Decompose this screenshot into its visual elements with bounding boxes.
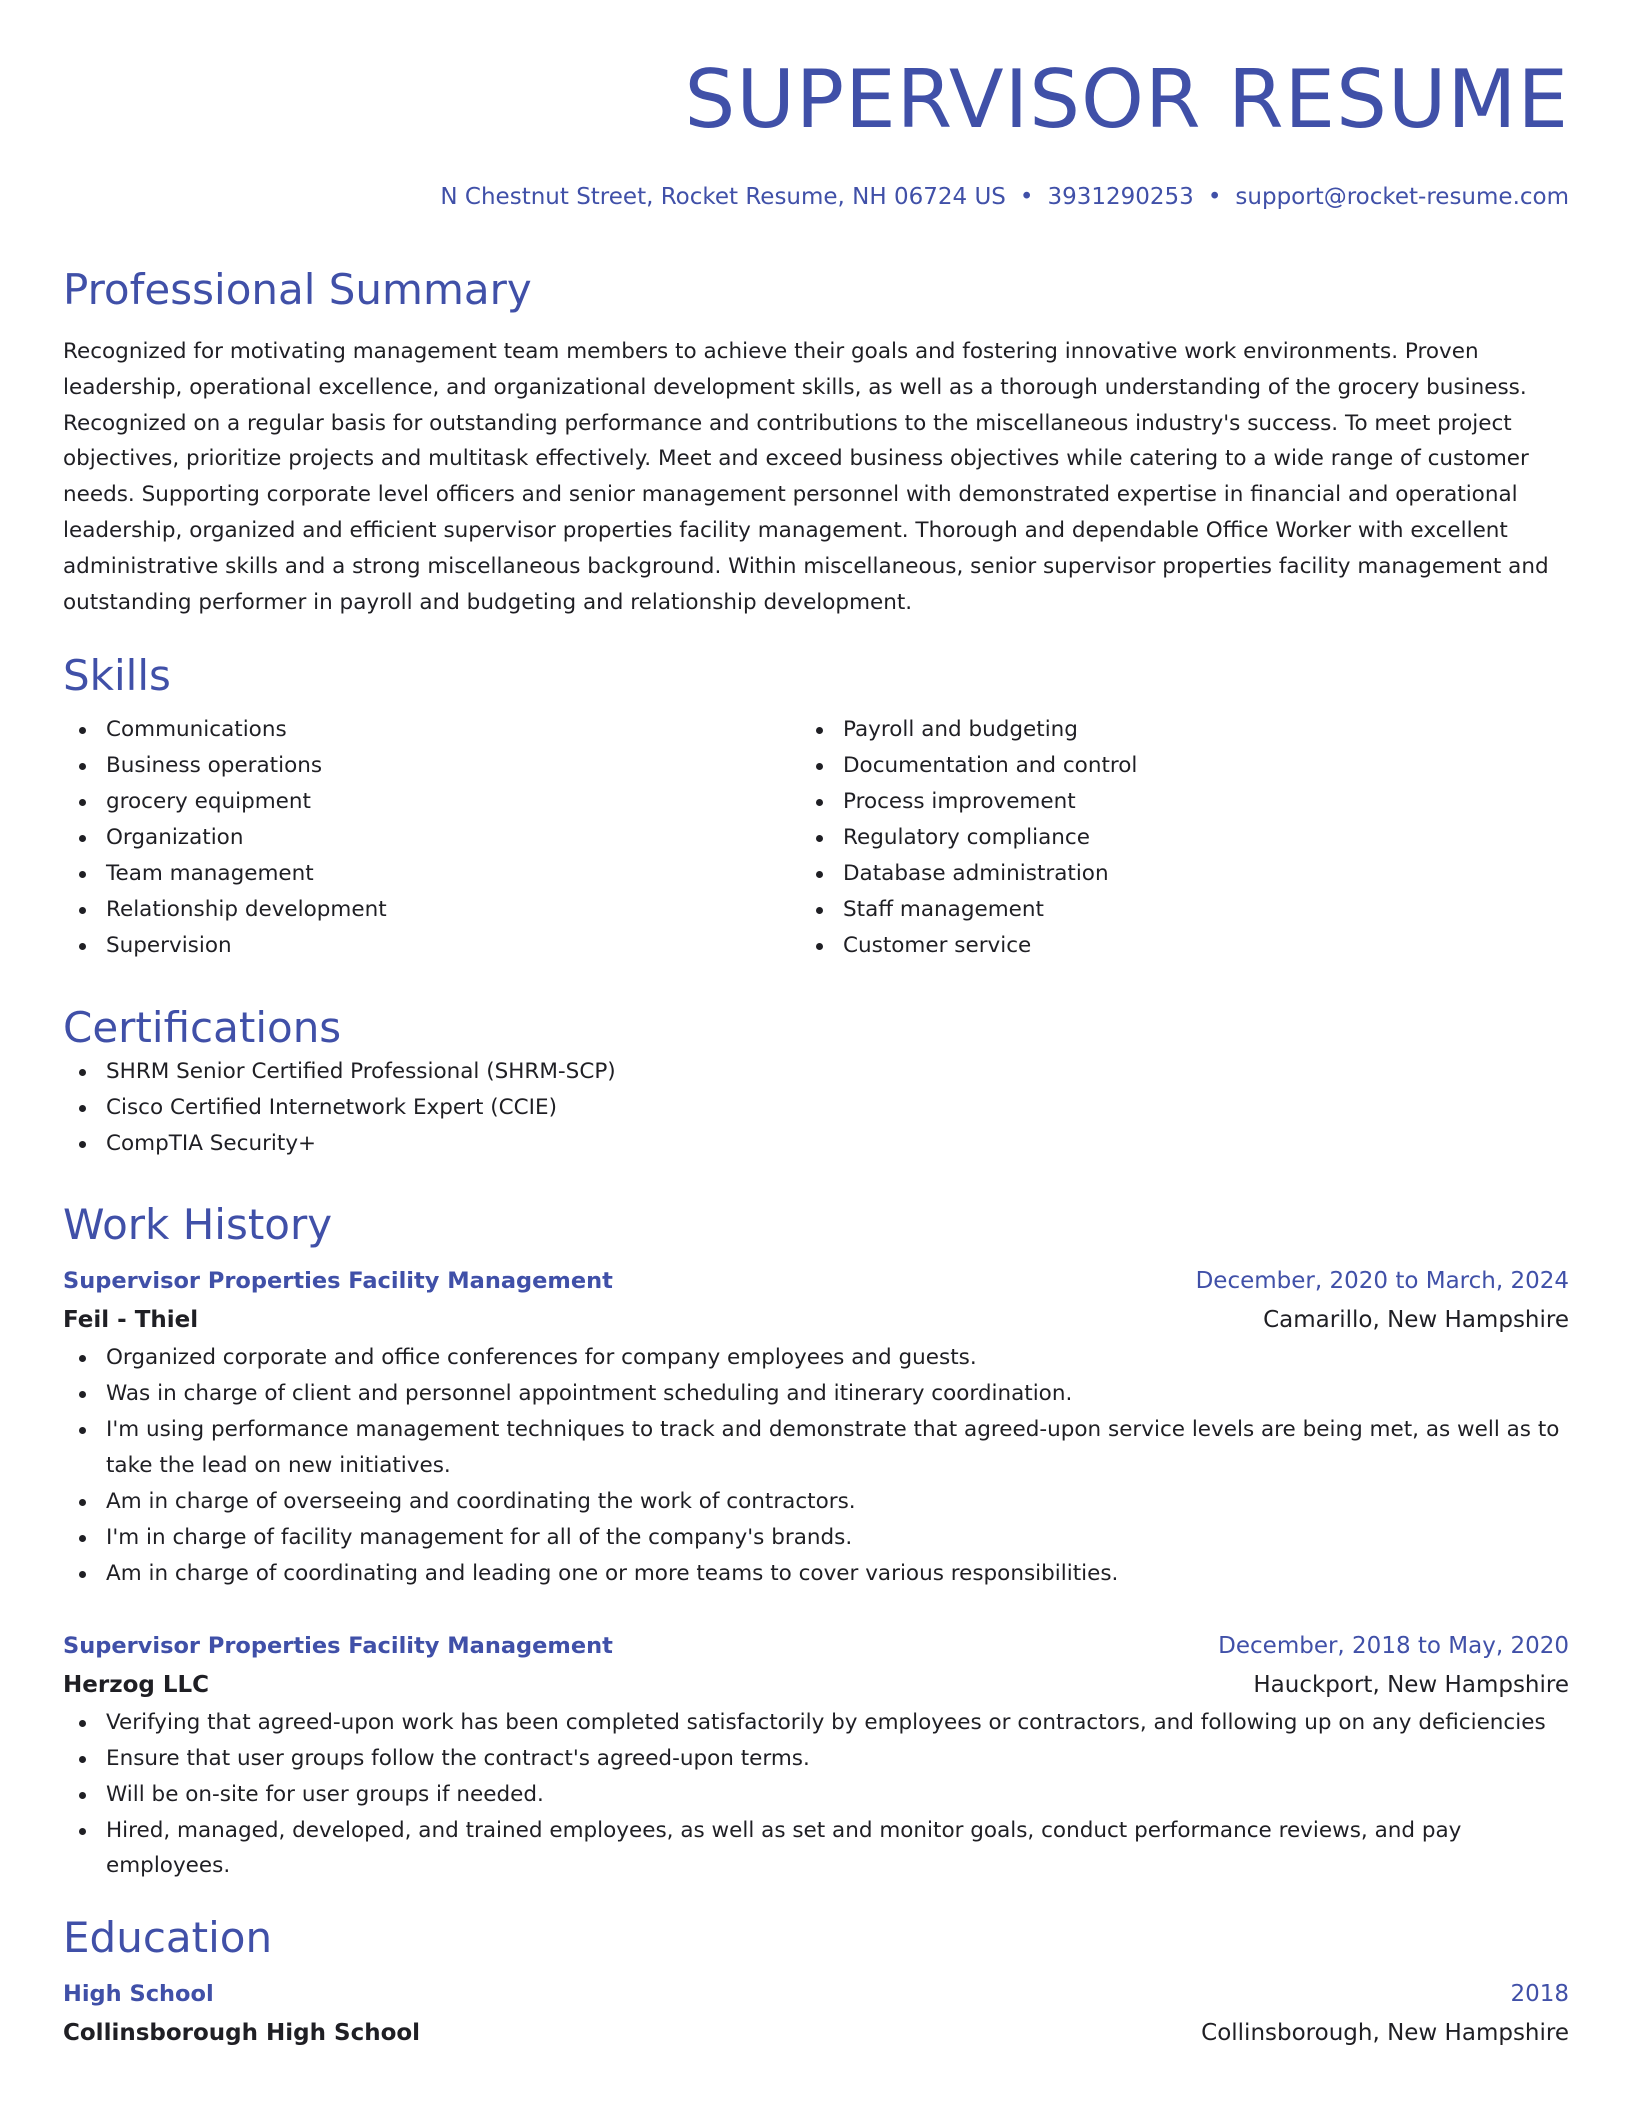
- certification-item: [63, 1054, 1569, 1090]
- job-dates: December, 2018 to May, 2020: [1218, 1632, 1569, 1659]
- bullet-dot-icon: [79, 763, 86, 770]
- job-entry: [63, 1630, 1569, 1885]
- section-title-education: Education: [63, 1913, 273, 1963]
- skill-item-text: Organization: [106, 825, 244, 851]
- skill-item-text: Process improvement: [843, 789, 1076, 815]
- skill-item: [63, 820, 800, 856]
- skill-item: [63, 856, 800, 892]
- job-bullet: [63, 1376, 1569, 1412]
- section-title-work-history: Work History: [63, 1200, 333, 1250]
- job-bullet-text: I'm in charge of facility management for all of the company's brands.: [106, 1524, 853, 1550]
- job-bullet-text: Ensure that user groups follow the contract's agreed-upon terms.: [106, 1745, 810, 1771]
- skill-item-text: Regulatory compliance: [843, 825, 1090, 851]
- bullet-dot-icon: [816, 835, 823, 842]
- job-bullets: [63, 1340, 1569, 1591]
- bullet-dot-icon: [79, 1391, 86, 1398]
- bullet-dot-icon: [79, 1756, 86, 1763]
- contact-line: [63, 182, 1569, 212]
- job-title: Supervisor Properties Facility Management: [63, 1632, 613, 1659]
- bullet-dot-icon: [79, 943, 86, 950]
- job-bullet-text: Was in charge of client and personnel appointment scheduling and itinerary coordination.: [106, 1381, 1073, 1407]
- job-bullet: [63, 1340, 1569, 1376]
- skill-item-text: Business operations: [106, 753, 323, 779]
- education-year: 2018: [1510, 1981, 1569, 2008]
- certifications-section: [63, 1002, 1569, 1162]
- skill-item: [800, 712, 1569, 748]
- skill-item: [63, 928, 800, 964]
- job-bullet-text: Verifying that agreed-upon work has been completed satisfactorily by employees or contractors, and following up on any deficiencies: [106, 1709, 1546, 1735]
- skill-item: [63, 784, 800, 820]
- bullet-dot-icon: [79, 835, 86, 842]
- job-location: Hauckport, New Hampshire: [1253, 1671, 1569, 1698]
- skill-item-text: Supervision: [106, 932, 232, 958]
- bullet-dot-icon: [79, 1105, 86, 1112]
- skill-item-text: Payroll and budgeting: [843, 717, 1078, 743]
- certification-item-text: SHRM Senior Certified Professional (SHRM-SCP): [106, 1058, 616, 1084]
- skill-item: [800, 820, 1569, 856]
- education-location: Collinsborough, New Hampshire: [1201, 2020, 1569, 2047]
- bullet-dot-icon: [79, 1720, 86, 1727]
- work-history-section: [63, 1199, 1569, 1884]
- job-location: Camarillo, New Hampshire: [1263, 1307, 1569, 1334]
- education-degree: High School: [63, 1981, 214, 2008]
- job-dates: December, 2020 to March, 2024: [1195, 1268, 1569, 1295]
- job-bullet: [63, 1556, 1569, 1592]
- job-bullet-text: Am in charge of coordinating and leading one or more teams to cover various responsibilities.: [106, 1560, 1119, 1586]
- section-title-certifications: Certifications: [63, 1002, 342, 1052]
- certification-item-text: CompTIA Security+: [106, 1130, 317, 1156]
- jobs-list: [63, 1265, 1569, 1884]
- job-bullet: [63, 1705, 1569, 1741]
- bullet-dot-icon: [79, 727, 86, 734]
- bullet-dot-icon: [79, 1571, 86, 1578]
- skill-item: [800, 784, 1569, 820]
- bullet-dot-icon: [816, 727, 823, 734]
- bullet-dot-icon: [79, 1828, 86, 1835]
- skill-item: [63, 748, 800, 784]
- bullet-dot-icon: [79, 871, 86, 878]
- bullet-dot-icon: [79, 1069, 86, 1076]
- job-bullet-text: Am in charge of overseeing and coordinating the work of contractors.: [106, 1489, 856, 1515]
- job-bullet: [63, 1484, 1569, 1520]
- certification-item-text: Cisco Certified Internetwork Expert (CCIE): [106, 1094, 557, 1120]
- bullet-dot-icon: [816, 763, 823, 770]
- bullet-dot-icon: [79, 1427, 86, 1434]
- bullet-dot-icon: [79, 799, 86, 806]
- bullet-dot-icon: [79, 1499, 86, 1506]
- job-bullet: [63, 1813, 1569, 1885]
- skills-section: [63, 650, 1569, 963]
- job-bullet-text: I'm using performance management techniques to track and demonstrate that agreed-upon service levels are being met, as well as to take the lead on new initiatives.: [106, 1417, 1560, 1479]
- bullet-dot-icon: [816, 871, 823, 878]
- contact-separator: •: [1207, 184, 1222, 210]
- resume-header: [63, 52, 1569, 212]
- section-title-skills: Skills: [63, 651, 171, 701]
- contact-phone[interactable]: 3931290253: [1047, 184, 1194, 210]
- job-bullet-text: Organized corporate and office conferences for company employees and guests.: [106, 1345, 977, 1371]
- skills-list-left: [63, 712, 800, 963]
- contact-separator: •: [1019, 184, 1034, 210]
- education-section: [63, 1912, 1569, 2053]
- skill-item-text: Staff management: [843, 896, 1044, 922]
- skill-item: [800, 892, 1569, 928]
- job-title: Supervisor Properties Facility Management: [63, 1268, 613, 1295]
- job-company: Feil - Thiel: [63, 1307, 199, 1334]
- skill-item-text: grocery equipment: [106, 789, 311, 815]
- skill-item-text: Customer service: [843, 932, 1032, 958]
- skill-item: [800, 856, 1569, 892]
- skills-grid: [63, 712, 1569, 963]
- job-bullet: [63, 1741, 1569, 1777]
- job-bullets: [63, 1705, 1569, 1885]
- skill-item: [800, 928, 1569, 964]
- job-bullet: [63, 1777, 1569, 1813]
- professional-summary-section: [63, 264, 1569, 620]
- bullet-dot-icon: [79, 907, 86, 914]
- bullet-dot-icon: [816, 943, 823, 950]
- bullet-dot-icon: [79, 1141, 86, 1148]
- skill-item: [63, 892, 800, 928]
- certification-item: [63, 1126, 1569, 1162]
- skills-list-right: [800, 712, 1569, 963]
- bullet-dot-icon: [79, 1355, 86, 1362]
- certifications-list: [63, 1054, 1569, 1162]
- education-entry: [63, 1978, 1569, 2053]
- certification-item: [63, 1090, 1569, 1126]
- job-bullet: [63, 1412, 1569, 1484]
- education-school: Collinsborough High School: [63, 2020, 421, 2047]
- skill-item: [63, 712, 800, 748]
- bullet-dot-icon: [79, 1792, 86, 1799]
- section-title-summary: Professional Summary: [63, 265, 532, 314]
- bullet-dot-icon: [816, 907, 823, 914]
- job-entry: [63, 1265, 1569, 1591]
- summary-text: Recognized for motivating management team members to achieve their goals and fostering innovative work environments. Proven leadership, operational excellence, and organizational development skills, as well as a thorough understanding of the grocery business. Recognized on a regular basis for outstanding performance and contributions to the miscellaneous industry's success. To meet project objectives, prioritize projects and multitask effectively. Meet and exceed business objectives while catering to a wide range of customer needs. Supporting corporate level officers and senior management personnel with demonstrated expertise in financial and operational leadership, organized and efficient supervisor properties facility management. Thorough and dependable Office Worker with excellent administrative skills and a strong miscellaneous background. Within miscellaneous, senior supervisor properties facility management and outstanding performer in payroll and budgeting and relationship development.: [63, 339, 1549, 615]
- skill-item-text: Database administration: [843, 861, 1109, 886]
- bullet-dot-icon: [79, 1535, 86, 1542]
- job-bullet-text: Hired, managed, developed, and trained employees, as well as set and monitor goals, conduct performance reviews, and pay employees.: [106, 1817, 1462, 1879]
- skill-item-text: Relationship development: [106, 896, 387, 922]
- job-bullet: [63, 1520, 1569, 1556]
- skill-item: [800, 748, 1569, 784]
- contact-address: N Chestnut Street, Rocket Resume, NH 06724 US: [440, 184, 1006, 210]
- skill-item-text: Communications: [106, 717, 287, 743]
- contact-email[interactable]: support@rocket-resume.com: [1235, 184, 1569, 210]
- bullet-dot-icon: [816, 799, 823, 806]
- job-company: Herzog LLC: [63, 1671, 210, 1698]
- skill-item-text: Documentation and control: [843, 753, 1138, 779]
- skill-item-text: Team management: [106, 861, 314, 886]
- job-bullet-text: Will be on-site for user groups if needed.: [106, 1781, 544, 1807]
- resume-name: SUPERVISOR RESUME: [684, 53, 1569, 146]
